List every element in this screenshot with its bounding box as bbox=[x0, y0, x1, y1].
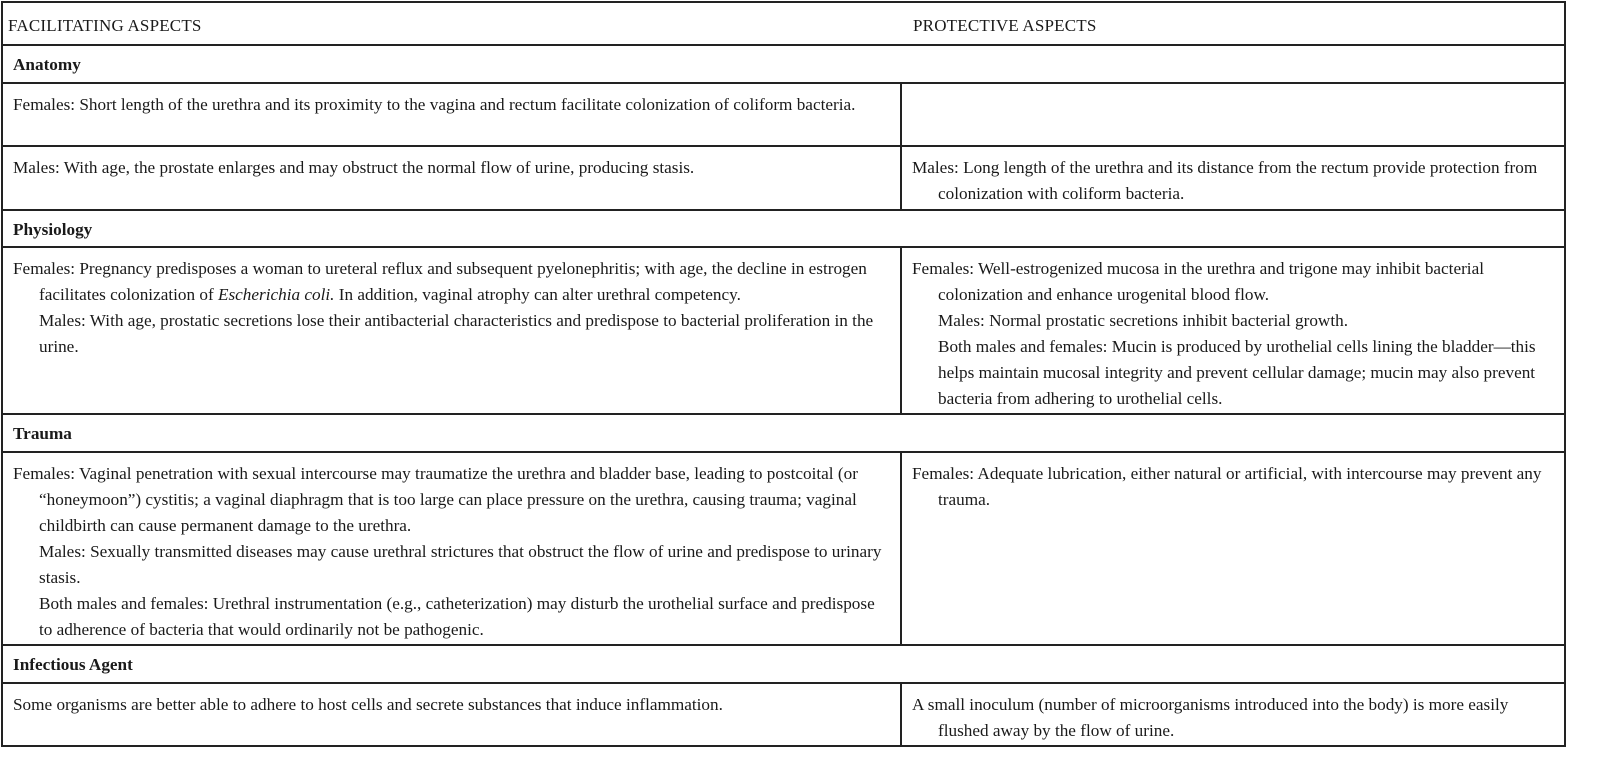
protective-text: Females: Well-estrogenized mucosa in the urethra and trigone may inhibit bacterial colonization and enhance urogenital blood flow. bbox=[912, 259, 1484, 304]
facilitating-cell bbox=[3, 84, 902, 145]
facilitating-text: Males: With age, the prostate enlarges and may obstruct the normal flow of urine, producing stasis. bbox=[13, 158, 695, 177]
protective-cell bbox=[902, 147, 1564, 209]
table-header-row bbox=[3, 3, 1564, 46]
section-title: Anatomy bbox=[13, 55, 81, 74]
section-title: Infectious Agent bbox=[13, 655, 133, 674]
protective-text: A small inoculum (number of microorganisms introduced into the body) is more easily flushed away by the flow of urine. bbox=[912, 695, 1509, 740]
table-row bbox=[3, 84, 1564, 147]
facilitating-cell bbox=[3, 684, 902, 745]
protective-text: Males: Long length of the urethra and its distance from the rectum provide protection from colonization with coliform bacteria. bbox=[912, 158, 1538, 203]
table-row bbox=[3, 147, 1564, 211]
facilitating-text: Some organisms are better able to adhere to host cells and secrete substances that induce inflammation. bbox=[13, 695, 723, 714]
facilitating-text: Both males and females: Urethral instrumentation (e.g., catheterization) may disturb the urothelial surface and predispose to adherence of bacteria that would ordinarily not be pathogenic. bbox=[39, 594, 875, 639]
facilitating-text: Males: With age, prostatic secretions lose their antibacterial characteristics and predispose to bacterial proliferation in the urine. bbox=[39, 311, 874, 356]
facilitating-text: Females: Short length of the urethra and its proximity to the vagina and rectum facilitate colonization of coliform bacteria. bbox=[13, 95, 856, 114]
italic-organism: Escherichia coli. bbox=[217, 285, 335, 304]
protective-text: Females: Adequate lubrication, either natural or artificial, with intercourse may prevent any trauma. bbox=[912, 464, 1542, 509]
aspects-table bbox=[1, 1, 1566, 747]
facilitating-text: Males: Sexually transmitted diseases may cause urethral strictures that obstruct the flow of urine and predispose to urinary stasis. bbox=[39, 542, 882, 587]
protective-text: Males: Normal prostatic secretions inhibit bacterial growth. bbox=[938, 311, 1348, 330]
section-infectious-agent bbox=[3, 646, 1564, 684]
facilitating-text bbox=[13, 256, 890, 308]
facilitating-cell bbox=[3, 453, 902, 644]
section-title: Trauma bbox=[13, 424, 72, 443]
header-protective: PROTECTIVE ASPECTS bbox=[913, 16, 1097, 35]
protective-cell bbox=[902, 453, 1564, 644]
section-anatomy bbox=[3, 46, 1564, 84]
text-after: In addition, vaginal atrophy can alter urethral competency. bbox=[334, 285, 741, 304]
table-row bbox=[3, 684, 1564, 747]
section-title: Physiology bbox=[13, 220, 93, 239]
protective-cell bbox=[902, 248, 1564, 413]
header-facilitating: FACILITATING ASPECTS bbox=[8, 16, 202, 35]
section-physiology bbox=[3, 211, 1564, 248]
protective-cell bbox=[902, 684, 1564, 745]
facilitating-cell bbox=[3, 248, 902, 413]
facilitating-cell bbox=[3, 147, 902, 209]
protective-cell-empty bbox=[902, 84, 1564, 145]
table-row bbox=[3, 248, 1564, 415]
text-before: Females: Pregnancy predisposes a woman to ureteral reflux and subsequent pyelonephritis; with age, the decline in estrogen facilitates colonization of bbox=[13, 259, 867, 304]
table-row bbox=[3, 453, 1564, 646]
protective-text: Both males and females: Mucin is produced by urothelial cells lining the bladder—this helps maintain mucosal integrity and prevent cellular damage; mucin may also prevent bacteria from adhering to urothelial cells. bbox=[938, 337, 1536, 408]
section-trauma bbox=[3, 415, 1564, 453]
facilitating-text: Females: Vaginal penetration with sexual intercourse may traumatize the urethra and bladder base, leading to postcoital (or “honeymoon”) cystitis; a vaginal diaphragm that is too large can place pressure on the urethra, causing trauma; vaginal childbirth can cause permanent damage to the urethra. bbox=[13, 464, 858, 535]
